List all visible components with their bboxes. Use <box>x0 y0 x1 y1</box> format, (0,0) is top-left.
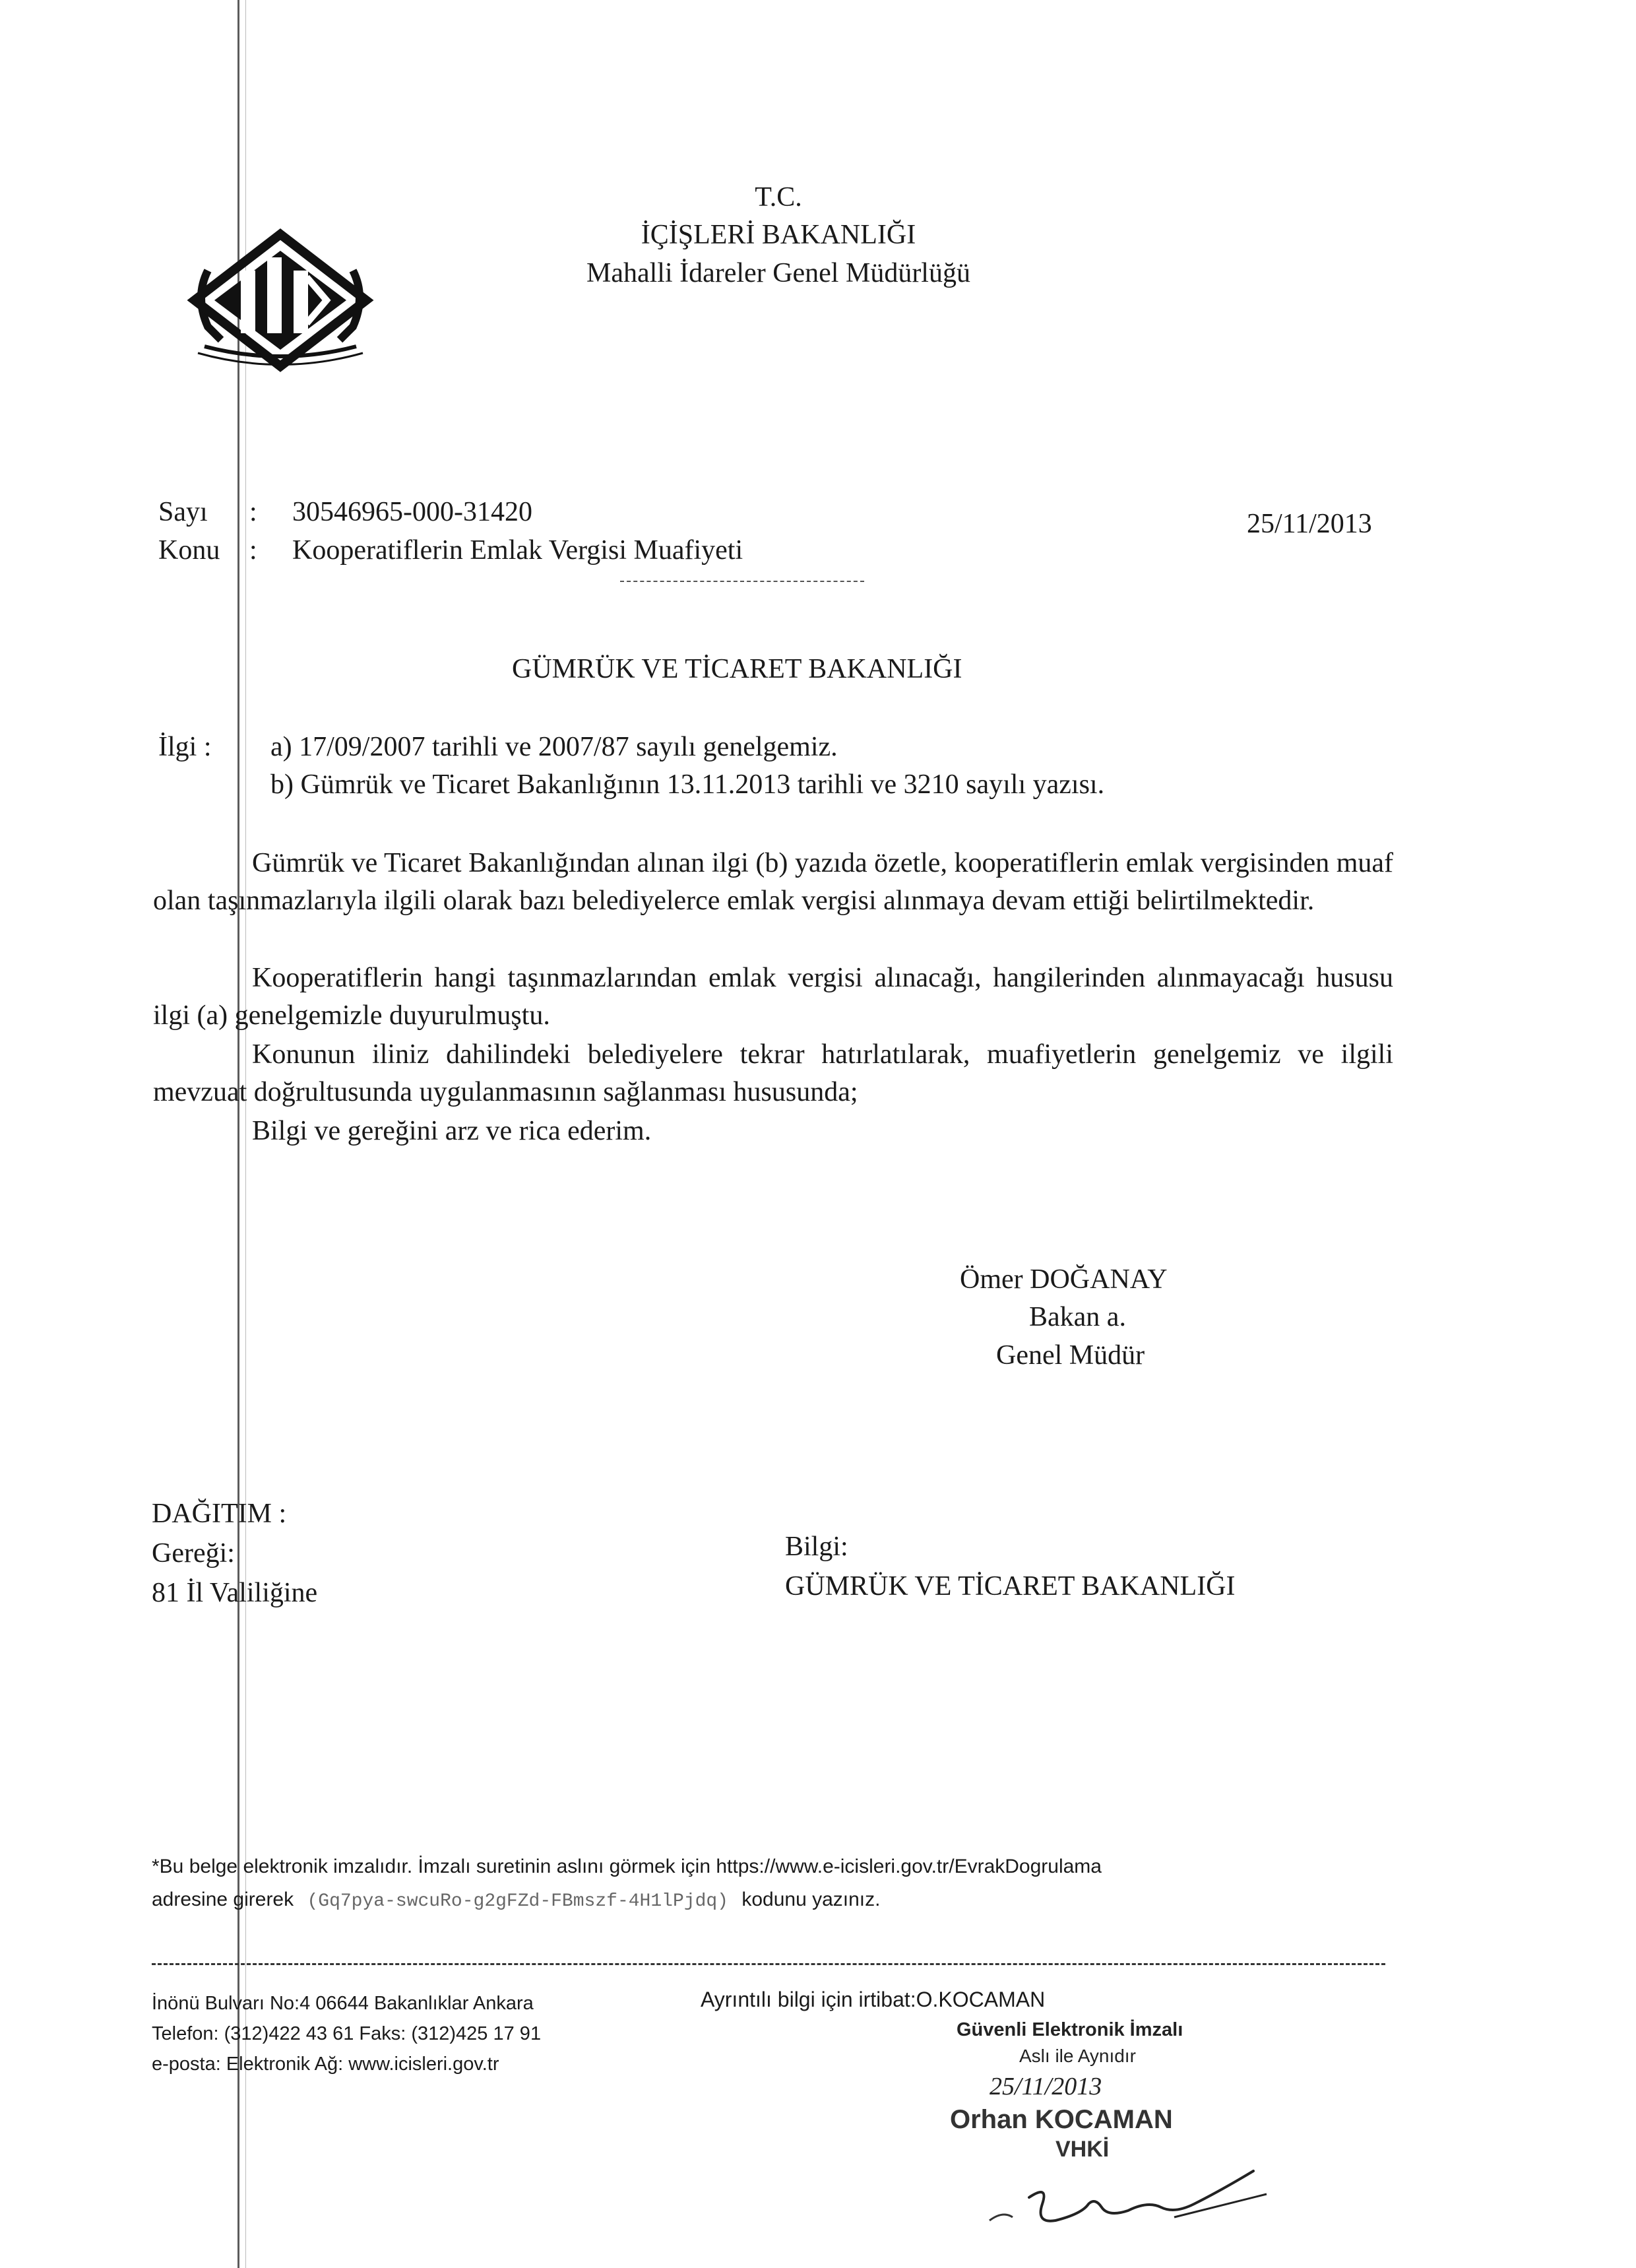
body-paragraph-1: Gümrük ve Ticaret Bakanlığından alınan ilgi (b) yazıda özetle, kooperatiflerin emlak vergisinden muaf olan taşınmazlarıyla ilgili olarak bazı belediyelerce emlak vergisi alınmaya devam ettiği belirtilmektedir. <box>153 848 1393 916</box>
header-directorate: Mahalli İdareler Genel Müdürlüğü <box>586 258 970 288</box>
konu-underline <box>620 581 864 582</box>
verification-code: (Gq7pya-swcuRo-g2gFZd-FBmszf-4H1lPjdq) <box>307 1891 728 1912</box>
footer-phone: Telefon: (312)422 43 61 Faks: (312)425 17 91 <box>152 2023 542 2044</box>
signatory-title-1: Bakan a. <box>1029 1302 1126 1332</box>
header-tc: T.C. <box>755 182 802 212</box>
footer-address: İnönü Bulvarı No:4 06644 Bakanlıklar Ankara <box>152 1993 534 2014</box>
gereği-value: 81 İl Valiliğine <box>152 1578 318 1608</box>
sayi-value: 30546965-000-31420 <box>292 497 532 527</box>
distribution-label: DAĞITIM : <box>152 1499 287 1529</box>
document-date: 25/11/2013 <box>1247 509 1372 539</box>
konu-label: Konu <box>158 535 220 566</box>
sayi-label: Sayı <box>158 497 208 527</box>
footer-email: e-posta: Elektronik Ağ: www.icisleri.gov.tr <box>152 2054 499 2075</box>
konu-value: Kooperatiflerin Emlak Vergisi Muafiyeti <box>292 535 743 566</box>
footer-contact: Ayrıntılı bilgi için irtibat:O.KOCAMAN <box>701 1988 1046 2011</box>
konu-colon: : <box>249 535 257 566</box>
e-signature-note-line1: *Bu belge elektronik imzalıdır. İmzalı suretinin aslını görmek için https://www.e-icisleri.gov.tr/EvrakDogrulama <box>152 1856 1102 1877</box>
footer-separator <box>152 1963 1385 1965</box>
stamp-line-2: Aslı ile Aynıdır <box>1019 2046 1136 2066</box>
bilgi-value: GÜMRÜK VE TİCARET BAKANLIĞI <box>785 1571 1236 1602</box>
body-paragraph-3: Konunun iliniz dahilindeki belediyelere tekrar hatırlatılarak, muafiyetlerin genelgemiz ve ilgili mevzuat doğrultusunda uygulanmasının sağlanması hususunda; <box>153 1039 1393 1107</box>
stamp-line-1: Güvenli Elektronik İmzalı <box>957 2019 1183 2040</box>
header-ministry: İÇİŞLERİ BAKANLIĞI <box>641 220 916 250</box>
ilgi-item-b: b) Gümrük ve Ticaret Bakanlığının 13.11.2013 tarihli ve 3210 sayılı yazısı. <box>270 769 1105 800</box>
ilgi-label: İlgi : <box>158 732 212 762</box>
gereği-label: Gereği: <box>152 1538 235 1569</box>
e-signature-note-line2: adresine girerek (Gq7pya-swcuRo-g2gFZd-FBmszf-4H1lPjdq) kodunu yazınız. <box>152 1889 881 1912</box>
signatory-name: Ömer DOĞANAY <box>960 1264 1168 1295</box>
stamp-date: 25/11/2013 <box>990 2073 1102 2100</box>
sayi-colon: : <box>249 497 257 527</box>
handwritten-signature <box>976 2145 1306 2250</box>
signatory-title-2: Genel Müdür <box>996 1340 1145 1371</box>
bilgi-label: Bilgi: <box>785 1532 848 1562</box>
body-paragraph-2: Kooperatiflerin hangi taşınmazlarından emlak vergisi alınacağı, hangilerinden alınmayacağı hususu ilgi (a) genelgemizle duyurulmuştu. <box>153 963 1393 1031</box>
ministry-logo <box>168 185 393 409</box>
stamp-name: Orhan KOCAMAN <box>950 2105 1173 2134</box>
ilgi-item-a: a) 17/09/2007 tarihli ve 2007/87 sayılı genelgemiz. <box>270 732 838 762</box>
body-paragraph-4: Bilgi ve gereğini arz ve rica ederim. <box>252 1116 652 1146</box>
stamp-title: VHKİ <box>1055 2137 1110 2162</box>
addressee: GÜMRÜK VE TİCARET BAKANLIĞI <box>512 654 962 684</box>
